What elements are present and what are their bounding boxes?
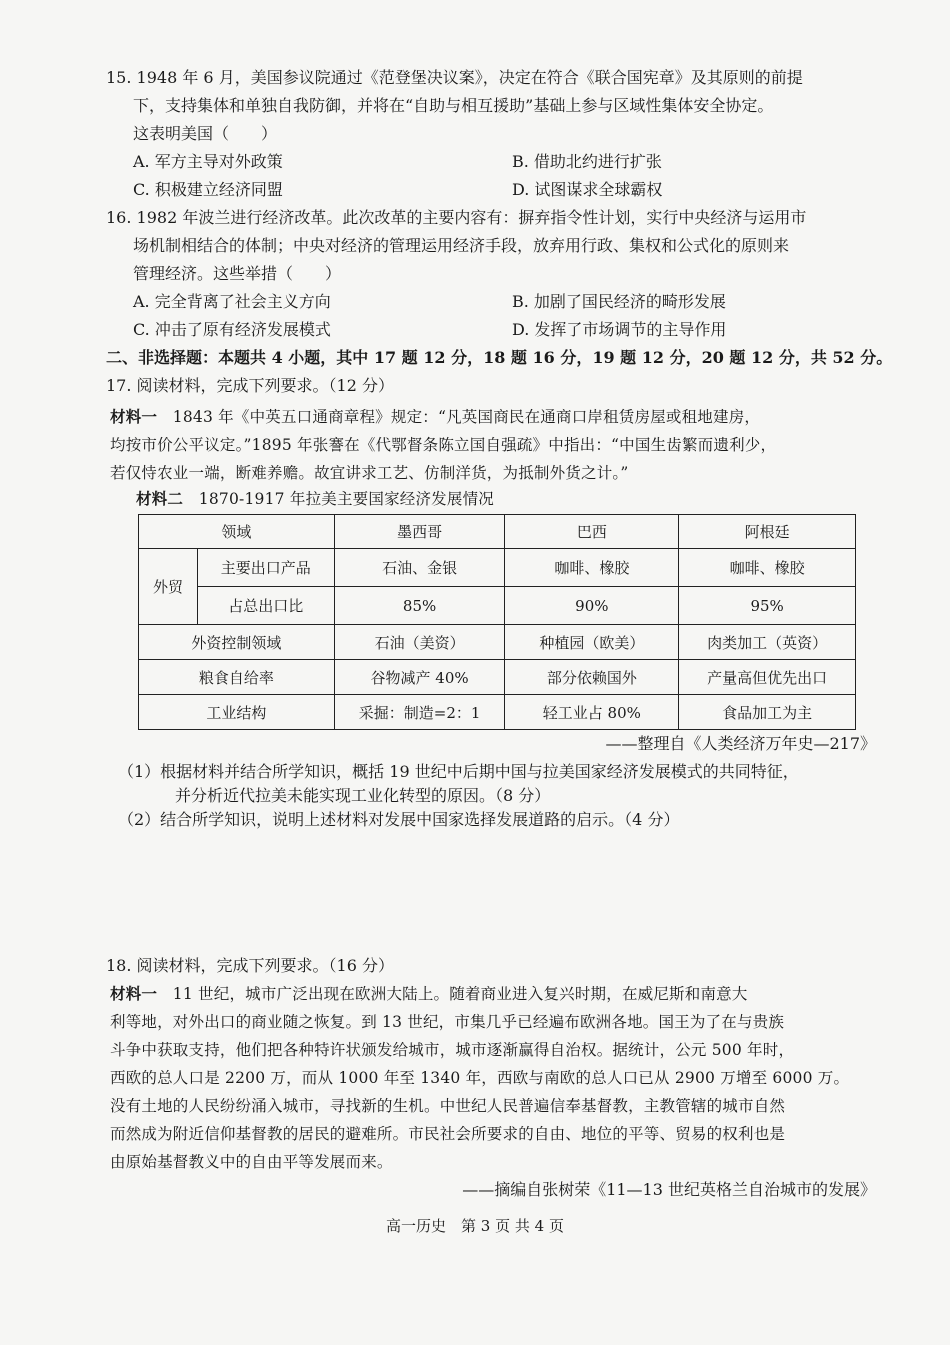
q18-material1-line: 没有土地的人民纷纷涌入城市，寻找新的生机。中世纪人民普遍信奉基督教，主教管辖的城市自然 [110,1097,786,1115]
table-cell: 咖啡、橡胶 [679,549,856,587]
page-footer: 高一历史 第 3 页 共 4 页 [386,1217,564,1235]
table-cell: 种植园（欧美） [505,625,679,660]
table-header-cell: 领域 [139,515,335,549]
table-row [139,549,856,587]
q18-material1-line: 而然成为附近信仰基督教的居民的避难所。市民社会所要求的自由、地位的平等、贸易的权利也是 [110,1125,786,1143]
table-group-cell: 外贸 [139,549,198,625]
q17-material2-title: 1870-1917 年拉美主要国家经济发展情况 [183,490,494,508]
table-cell: 食品加工为主 [679,695,856,730]
table-cell: 95% [679,587,856,625]
q18-source: ——摘编自张树荣《11—13 世纪英格兰自治城市的发展》 [462,1180,876,1199]
q15-option-b: B. 借助北约进行扩张 [512,152,662,171]
table-cell: 主要出口产品 [197,549,334,587]
table-cell: 谷物减产 40% [334,660,505,695]
table-row [139,625,856,660]
q17-subquestion2: （2）结合所学知识，说明上述材料对发展中国家选择发展道路的启示。（4 分） [118,810,680,829]
q18-material1-text1: 11 世纪，城市广泛出现在欧洲大陆上。随着商业进入复兴时期，在威尼斯和南意大 [157,985,748,1003]
table-cell: 工业结构 [139,695,335,730]
q16-stem-line2: 场机制相结合的体制；中央对经济的管理运用经济手段，放弃用行政、集权和公式化的原则来 [133,236,790,255]
q16-option-c: C. 冲击了原有经济发展模式 [133,320,331,339]
table-cell: 轻工业占 80% [505,695,679,730]
table-cell: 咖啡、橡胶 [505,549,679,587]
q18-material1-label: 材料一 [110,984,158,1003]
q17-material1-line2: 均按市价公平议定。”1895 年张謇在《代鄂督条陈立国自强疏》中指出：“中国生齿繁而遗利少， [110,436,777,454]
table-cell: 外资控制领域 [139,625,335,660]
q17-subquestion1-line2: 并分析近代拉美未能实现工业化转型的原因。（8 分） [175,786,551,805]
q16-stem-line1: 16. 1982 年波兰进行经济改革。此次改革的主要内容有：摒弃指令性计划，实行中央经济与运用市 [106,208,807,227]
table-header-cell: 巴西 [505,515,679,549]
q17-material1-text1: 1843 年《中英五口通商章程》规定：“凡英国商民在通商口岸租赁房屋或租地建房， [157,408,761,426]
table-header-row [139,515,856,549]
table-header-cell: 墨西哥 [334,515,505,549]
q18-material1-line: 由原始基督教义中的自由平等发展而来。 [110,1153,393,1171]
q17-material2-label: 材料二 [136,489,184,508]
table-cell: 石油、金银 [334,549,505,587]
q18-material1-line: 西欧的总人口是 2200 万，而从 1000 年至 1340 年，西欧与南欧的总人口已从 2900 万增至 6000 万。 [110,1069,850,1087]
q17-subquestion1-line1: （1）根据材料并结合所学知识，概括 19 世纪中后期中国与拉美国家经济发展模式的共同特征， [118,762,799,781]
table-cell: 90% [505,587,679,625]
q16-option-d: D. 发挥了市场调节的主导作用 [512,320,727,339]
latin-america-economy-table [138,514,856,730]
q16-option-a: A. 完全背离了社会主义方向 [133,292,331,311]
q17-material1-line3: 若仅恃农业一端，断难养赡。故宜讲求工艺、仿制洋货，为抵制外货之计。” [110,464,629,482]
table-cell: 产量高但优先出口 [679,660,856,695]
q18-material1-line: 利等地，对外出口的商业随之恢复。到 13 世纪，市集几乎已经遍布欧洲各地。国王为了在与贵族 [110,1013,785,1031]
q17-material1-line1 [110,405,760,429]
table-cell: 采掘：制造=2：1 [334,695,505,730]
table-row [139,695,856,730]
q17-material1-label: 材料一 [110,407,158,426]
q18-material1-line: 斗争中获取支持，他们把各种特许状颁发给城市，城市逐渐赢得自治权。据统计，公元 500 年时， [110,1041,795,1059]
section-2-heading: 二、非选择题：本题共 4 小题，其中 17 题 12 分，18 题 16 分，19 题 12 分，20 题 12 分，共 52 分。 [106,348,893,367]
q15-stem-line2: 下，支持集体和单独自我防御，并将在“自助与相互援助”基础上参与区域性集体安全协定。 [133,96,774,115]
table-row [139,587,856,625]
table-cell: 占总出口比 [197,587,334,625]
table-row [139,660,856,695]
q17-material2-heading [136,487,494,511]
q15-option-d: D. 试图谋求全球霸权 [512,180,663,199]
table-cell: 粮食自给率 [139,660,335,695]
q15-option-c: C. 积极建立经济同盟 [133,180,283,199]
table-cell: 肉类加工（英资） [679,625,856,660]
table-cell: 部分依赖国外 [505,660,679,695]
table-cell: 85% [334,587,505,625]
q15-stem-line1: 15. 1948 年 6 月，美国参议院通过《范登堡决议案》，决定在符合《联合国宪章》及其原则的前提 [106,68,803,87]
table-cell: 石油（美资） [334,625,505,660]
q15-option-a: A. 军方主导对外政策 [133,152,283,171]
q18-title: 18. 阅读材料，完成下列要求。（16 分） [106,956,394,975]
q18-material1-line1 [110,982,748,1006]
q15-stem-line3: 这表明美国（ ） [133,124,278,143]
q17-source: ——整理自《人类经济万年史—217》 [605,734,876,753]
q17-title: 17. 阅读材料，完成下列要求。（12 分） [106,376,394,395]
q16-option-b: B. 加剧了国民经济的畸形发展 [512,292,726,311]
q16-stem-line3: 管理经济。这些举措（ ） [133,264,342,283]
table-header-cell: 阿根廷 [679,515,856,549]
